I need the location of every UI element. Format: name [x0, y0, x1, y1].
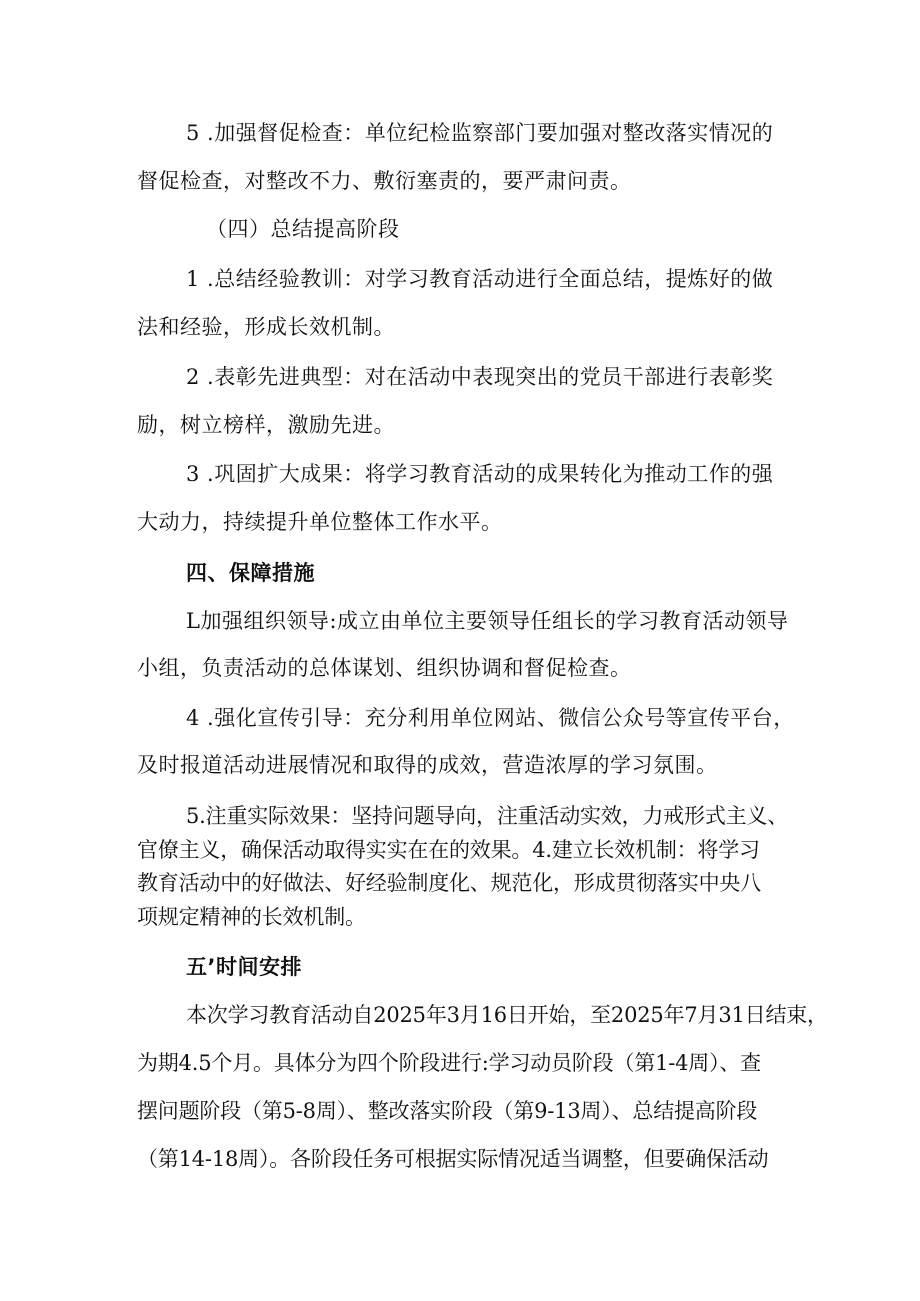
paragraph-line: 大动力，持续提升单位整体工作水平。: [137, 510, 503, 534]
section-heading: 四、保障措施: [186, 561, 315, 585]
paragraph-line: 5 .加强督促检查：单位纪检监察部门要加强对整改落实情况的: [186, 121, 774, 145]
paragraph-line: 本次学习教育活动自2025年3月16日开始，至2025年7月31日结束，: [186, 1003, 828, 1027]
paragraph-line: 督促检查，对整改不力、敷衍塞责的，要严肃问责。: [137, 169, 632, 193]
paragraph-line: 教育活动中的好做法、好经验制度化、规范化，形成贯彻落实中央八: [137, 871, 761, 895]
paragraph-line: 3 .巩固扩大成果：将学习教育活动的成果转化为推动工作的强: [186, 462, 774, 486]
section-heading: 五’时间安排: [186, 955, 302, 979]
paragraph-line: 1 .总结经验教训：对学习教育活动进行全面总结，提炼好的做: [186, 267, 774, 291]
paragraph-line: 小组，负责活动的总体谋划、组织协调和督促检查。: [137, 656, 632, 680]
paragraph-line: 官僚主义，确保活动取得实实在在的效果。4.建立长效机制：将学习: [137, 838, 760, 862]
paragraph-line: L加强组织领导:成立由单位主要领导任组长的学习教育活动领导: [186, 609, 789, 633]
paragraph-line: 项规定精神的长效机制。: [137, 905, 366, 929]
paragraph-line: 法和经验，形成长效机制。: [137, 315, 395, 339]
section-subheading: （四）总结提高阶段: [206, 217, 400, 241]
paragraph-line: 及时报道活动进展情况和取得的成效，营造浓厚的学习氛围。: [137, 753, 718, 777]
paragraph-line: 摆问题阶段（第5-8周）、整改落实阶段（第9-13周）、总结提高阶段: [137, 1099, 758, 1123]
paragraph-line: 2 .表彰先进典型：对在活动中表现突出的党员干部进行表彰奖: [186, 365, 774, 389]
paragraph-line: （第14-18周）。各阶段任务可根据实际情况适当调整，但要确保活动: [137, 1147, 769, 1171]
paragraph-line: 4 .强化宣传引导：充分利用单位网站、微信公众号等宣传平台，: [186, 706, 795, 730]
paragraph-line: 为期4.5个月。具体分为四个阶段进行:学习动员阶段（第1-4周）、查: [137, 1051, 761, 1075]
paragraph-line: 5.注重实际效果：坚持问题导向，注重活动实效，力戒形式主义、: [186, 804, 789, 828]
paragraph-line: 励，树立榜样，激励先进。: [137, 413, 395, 437]
